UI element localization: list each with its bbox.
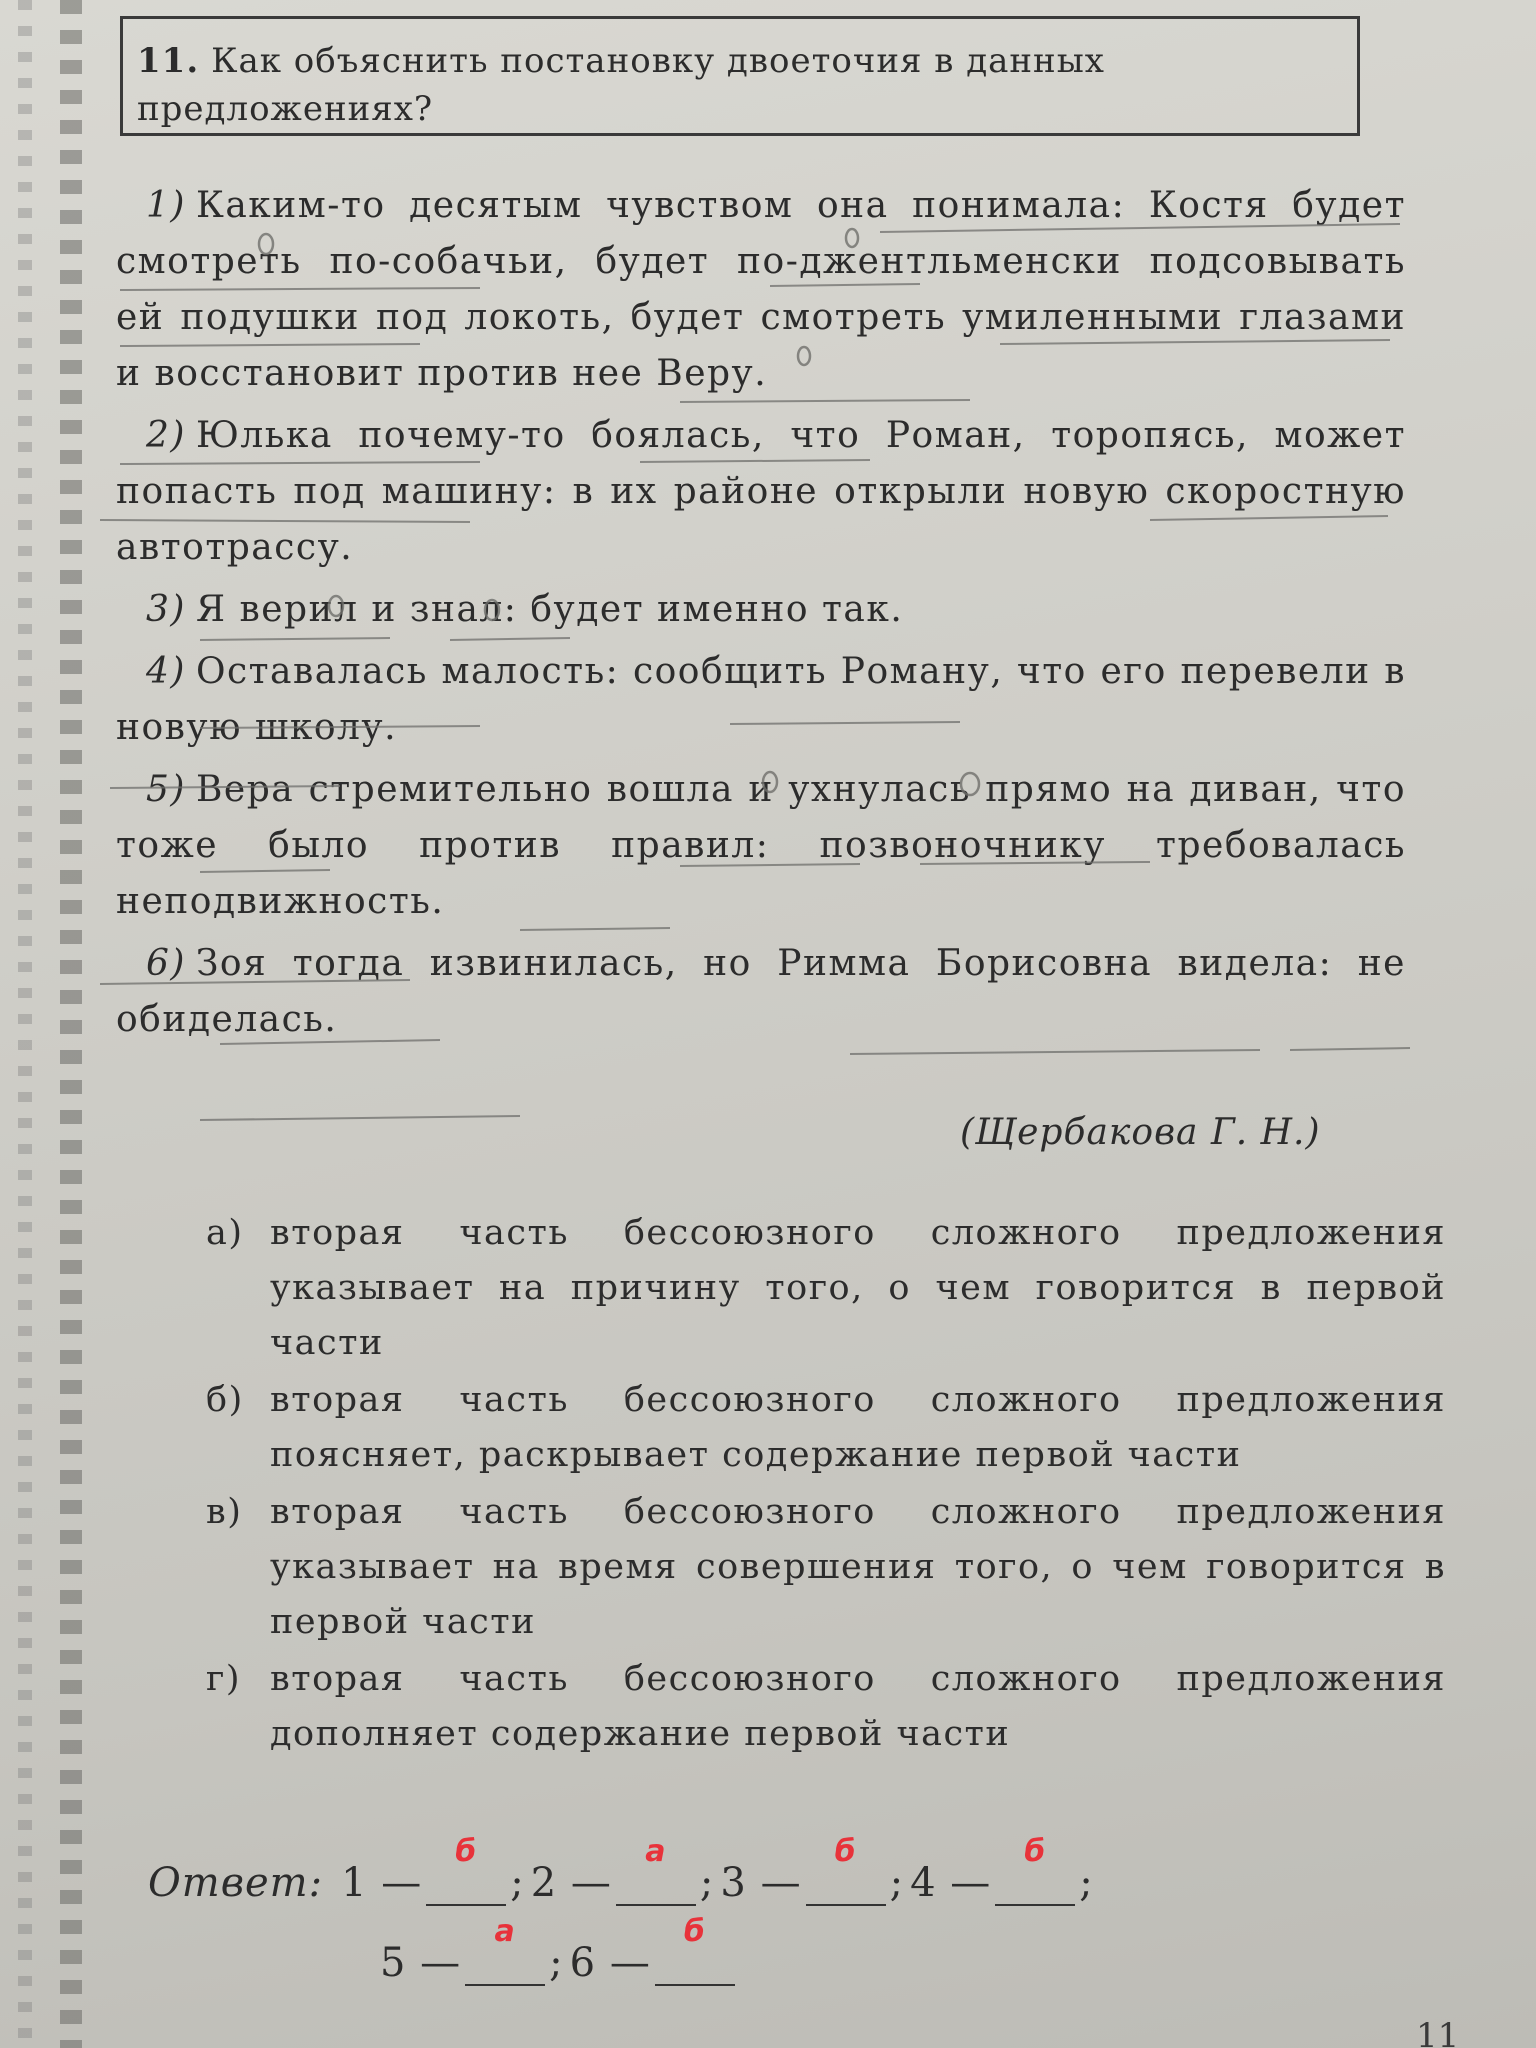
- answer-separator: ;: [549, 1940, 564, 1986]
- answer-separator: ;: [1079, 1860, 1094, 1906]
- sentence-text: Оставалась малость: сообщить Роману, что его перевели в новую школу.: [116, 651, 1406, 748]
- sentence-2: [116, 408, 1406, 576]
- sentence-number: 5): [146, 769, 186, 810]
- answer-item-2: [530, 1834, 715, 1906]
- answer-separator: ;: [510, 1860, 525, 1906]
- answer-item-3: [720, 1834, 905, 1906]
- option-b: [206, 1373, 1446, 1483]
- sentence-text: Зоя тогда извинилась, но Римма Борисовна видела: не обиделась.: [116, 943, 1406, 1040]
- sentence-3: [116, 582, 1406, 638]
- binding-holes-outer: [18, 0, 32, 2048]
- option-text: вторая часть бессоюзного сложного предложения указывает на время совершения того, о чем говорится в первой части: [270, 1492, 1446, 1642]
- answer-item-6: [569, 1914, 739, 1986]
- sentence-6: [116, 936, 1406, 1048]
- handwritten-answer: б: [683, 1914, 706, 1949]
- handwritten-answer: а: [494, 1914, 516, 1949]
- answer-row-1: [148, 1826, 1100, 1906]
- sentence-number: 1): [146, 185, 186, 226]
- answer-item-number: 1 —: [341, 1860, 423, 1906]
- option-a: [206, 1206, 1446, 1371]
- binding-holes: [60, 0, 82, 2048]
- answer-separator: ;: [889, 1860, 905, 1906]
- answer-blank[interactable]: [616, 1834, 696, 1906]
- sentence-text: Каким-то десятым чувством она понимала: Костя будет смотреть по-собачьи, будет по-джентльменски подсовывать ей подушки под локоть, будет смотреть умиленными глазами и восстановит против нее Веру.: [116, 185, 1406, 394]
- answer-item-number: 4 —: [910, 1860, 992, 1906]
- answer-item-number: 3 —: [720, 1860, 802, 1906]
- sentence-text: Юлька почему-то боялась, что Роман, торопясь, может попасть под машину: в их районе открыли новую скоростную автотрассу.: [116, 415, 1406, 568]
- answer-item-5: [380, 1914, 564, 1986]
- answer-blank[interactable]: [465, 1914, 545, 1986]
- sentence-number: 3): [146, 589, 186, 630]
- sentence-text: Вера стремительно вошла и ухнулась прямо на диван, что тоже было против правил: позвоночнику требовалась неподвижность.: [116, 769, 1406, 922]
- option-list: [206, 1206, 1446, 1764]
- option-letter: в): [206, 1492, 243, 1532]
- option-text: вторая часть бессоюзного сложного предложения дополняет содержание первой части: [270, 1659, 1446, 1754]
- sentence-list: [116, 178, 1406, 1054]
- answer-row-2: [148, 1906, 1100, 1986]
- sentence-number: 2): [146, 415, 186, 456]
- author-attribution: (Щербакова Г. Н.): [960, 1112, 1321, 1153]
- answer-blank[interactable]: [995, 1834, 1075, 1906]
- answer-blank[interactable]: [806, 1834, 886, 1906]
- option-letter: г): [206, 1659, 241, 1699]
- answer-item-number: 6 —: [569, 1940, 651, 1986]
- option-letter: а): [206, 1213, 244, 1253]
- handwritten-answer: а: [645, 1834, 667, 1869]
- answer-separator: ;: [699, 1860, 715, 1906]
- task-question: Как объяснить постановку двоеточия в данных предложениях?: [137, 41, 1105, 129]
- sentence-5: [116, 762, 1406, 930]
- option-v: [206, 1485, 1446, 1650]
- task-number: 11.: [137, 41, 200, 81]
- option-letter: б): [206, 1380, 244, 1420]
- answer-item-1: [341, 1834, 525, 1906]
- answer-item-4: [910, 1834, 1094, 1906]
- answer-blank[interactable]: [426, 1834, 506, 1906]
- handwritten-answer: б: [455, 1834, 478, 1869]
- sentence-4: [116, 644, 1406, 756]
- sentence-1: [116, 178, 1406, 402]
- handwritten-answer: б: [834, 1834, 857, 1869]
- answer-label: Ответ:: [148, 1860, 324, 1906]
- answer-blank[interactable]: [655, 1914, 735, 1986]
- sentence-text: Я верил и знал: будет именно так.: [195, 589, 904, 630]
- option-text: вторая часть бессоюзного сложного предложения указывает на причину того, о чем говорится в первой части: [270, 1213, 1446, 1363]
- sentence-number: 6): [146, 943, 186, 984]
- option-g: [206, 1652, 1446, 1762]
- page-number: 11: [1416, 2016, 1460, 2048]
- answer-section: [148, 1826, 1100, 1986]
- task-header-box: [120, 16, 1360, 136]
- option-text: вторая часть бессоюзного сложного предложения поясняет, раскрывает содержание первой части: [270, 1380, 1446, 1475]
- sentence-number: 4): [146, 651, 186, 692]
- answer-item-number: 5 —: [380, 1940, 462, 1986]
- handwritten-answer: б: [1024, 1834, 1047, 1869]
- answer-item-number: 2 —: [530, 1860, 612, 1906]
